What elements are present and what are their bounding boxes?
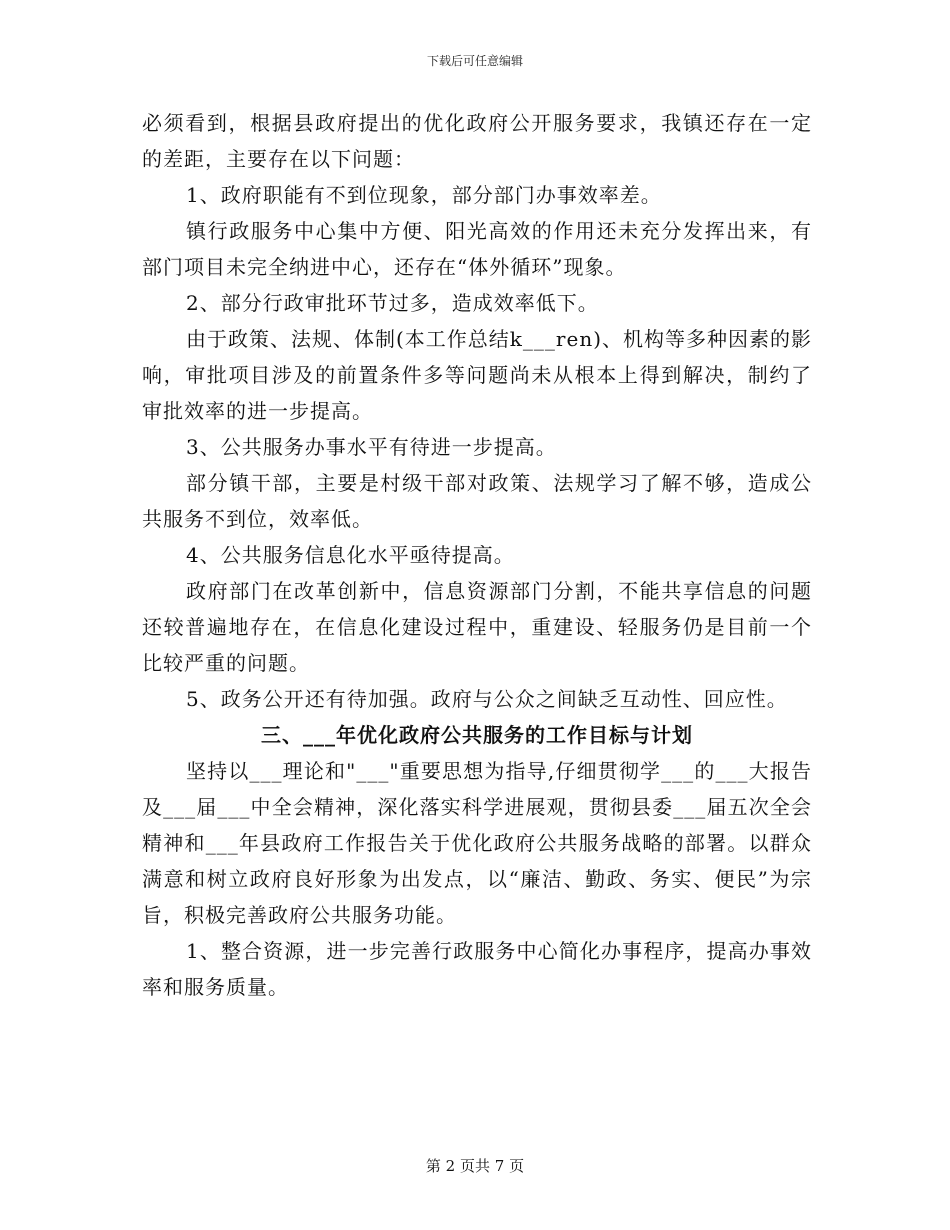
section-heading: 三、___年优化政府公共服务的工作目标与计划	[261, 723, 693, 747]
paragraph-item-3-detail: 部分镇干部，主要是村级干部对政策、法规学习了解不够，造成公共服务不到位，效率低。	[142, 471, 812, 531]
page-number-footer: 第 2 页共 7 页	[425, 1157, 525, 1175]
paragraph-item-1-detail: 镇行政服务中心集中方便、阳光高效的作用还未充分发挥出来，有部门项目未完全纳进中心，还存在“体外循环”现象。	[142, 219, 812, 279]
paragraph-item-1: 1、政府职能有不到位现象，部分部门办事效率差。	[186, 183, 662, 207]
paragraph-item-2-detail: 由于政策、法规、体制(本工作总结k___ren)、机构等多种因素的影响，审批项目涉及的前置条件多等问题尚未从根本上得到解决，制约了审批效率的进一步提高。	[142, 327, 813, 423]
document-body	[142, 105, 812, 1005]
paragraph-item-4-detail: 政府部门在改革创新中，信息资源部门分割，不能共享信息的问题还较普遍地存在，在信息化建设过程中，重建设、轻服务仍是目前一个比较严重的问题。	[142, 579, 812, 675]
paragraph-item-5: 5、政务公开还有待加强。政府与公众之间缺乏互动性、回应性。	[186, 687, 788, 711]
paragraph-item-4: 4、公共服务信息化水平亟待提高。	[186, 543, 515, 567]
paragraph-item-3: 3、公共服务办事水平有待进一步提高。	[186, 435, 557, 459]
page-header-note: 下载后可任意编辑	[426, 54, 523, 68]
paragraph-guiding-principle: 坚持以___理论和"___"重要思想为指导,仔细贯彻学___的___大报告及___届___中全会精神，深化落实科学进展观，贯彻县委___届五次全会精神和___年县政府工作报告关于优化政府公共服务战略的部署。以群众满意和树立政府良好形象为出发点，以“廉洁、勤政、务实、便民”为宗旨，积极完善政府公共服务功能。	[142, 759, 812, 927]
paragraph-item-2: 2、部分行政审批环节过多，造成效率低下。	[186, 291, 599, 315]
paragraph-plan-item-1: 1、整合资源，进一步完善行政服务中心简化办事程序，提高办事效率和服务质量。	[142, 939, 812, 999]
paragraph-intro: 必须看到，根据县政府提出的优化政府公开服务要求，我镇还存在一定的差距，主要存在以下问题：	[142, 111, 812, 171]
